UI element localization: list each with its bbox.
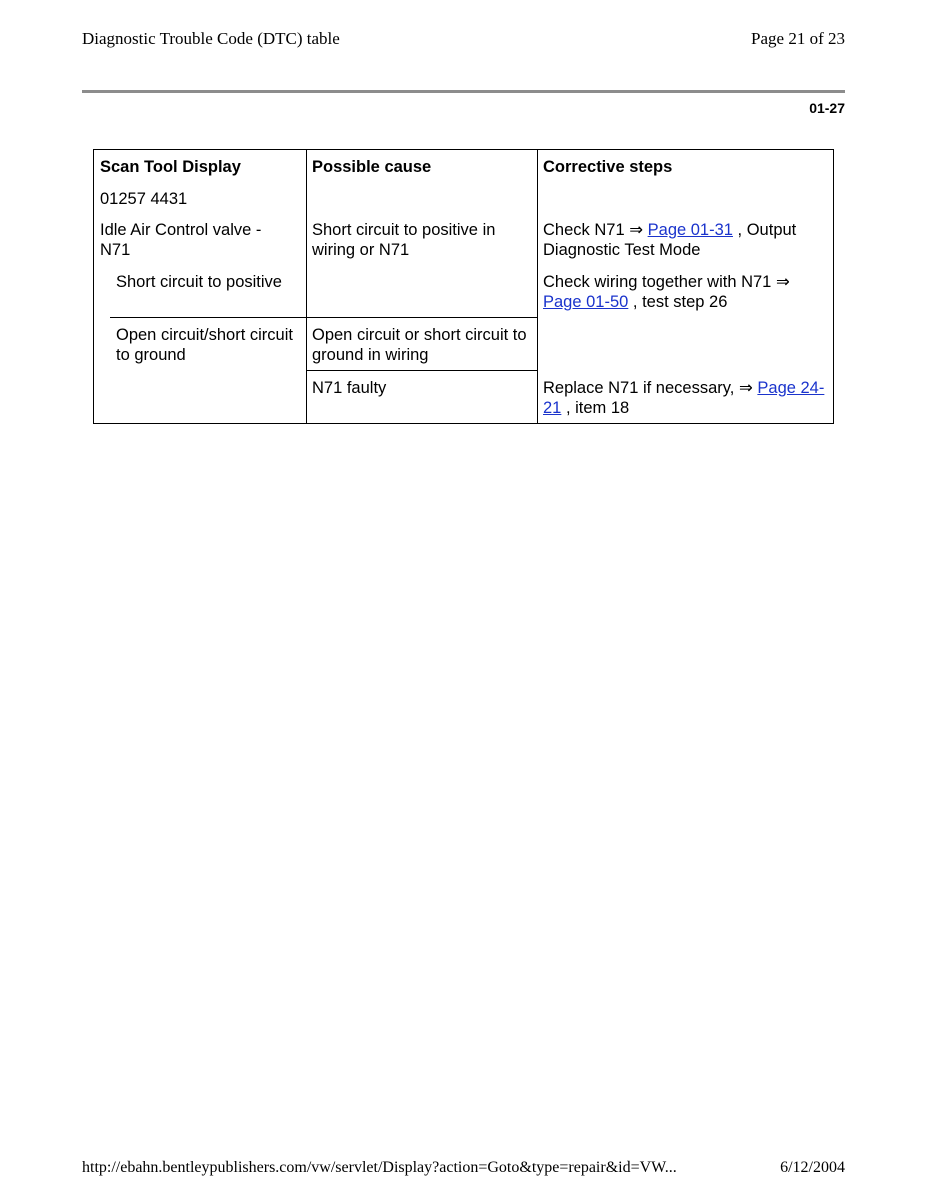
link-page-01-50[interactable]: Page 01-50 [543,293,629,311]
column-divider [306,150,307,423]
cause-n71-faulty: N71 faulty [312,379,387,397]
step-text: Replace N71 if necessary, [543,379,739,397]
header-divider [82,90,845,93]
step-check-wiring [543,272,828,312]
cause-open-or-short-to-ground: Open circuit or short circuit to ground in wiring [312,326,527,364]
column-header-possible-cause: Possible cause [312,158,432,176]
step-check-n71 [543,220,831,260]
column-header-corrective-steps: Corrective steps [543,158,673,176]
footer-date: 6/12/2004 [780,1159,845,1176]
row-divider [306,370,537,371]
column-header-scan-tool-display: Scan Tool Display [100,158,241,176]
link-page-24-21[interactable]: Page 24-21 [543,379,825,417]
column-divider [537,150,538,423]
dtc-table [93,149,834,424]
row-divider [110,317,537,318]
document-title: Diagnostic Trouble Code (DTC) table [82,29,340,48]
component-name: Idle Air Control valve - N71 [100,221,262,259]
step-text: Check N71 [543,221,630,239]
cause-short-to-positive: Short circuit to positive in wiring or N71 [312,221,496,259]
step-text: , item 18 [561,399,630,417]
step-text: Check wiring together with N71 [543,273,776,291]
footer-url: http://ebahn.bentleypublishers.com/vw/servlet/Display?action=Goto&type=repair&id=VW... [82,1159,677,1176]
step-text: , test step 26 [628,293,728,311]
section-page-code: 01-27 [809,100,845,116]
step-replace-n71 [543,378,831,418]
symptom-open-or-short-to-ground: Open circuit/short circuit to ground [116,326,293,364]
symptom-short-to-positive: Short circuit to positive [116,273,282,291]
step-text: , Output Diagnostic Test Mode [543,221,797,259]
fault-code: 01257 4431 [100,190,188,208]
arrow-icon: ⇒ [738,379,753,397]
link-page-01-31[interactable]: Page 01-31 [647,221,733,239]
arrow-icon: ⇒ [775,273,790,291]
arrow-icon: ⇒ [629,221,644,239]
page-number: Page 21 of 23 [751,29,845,48]
